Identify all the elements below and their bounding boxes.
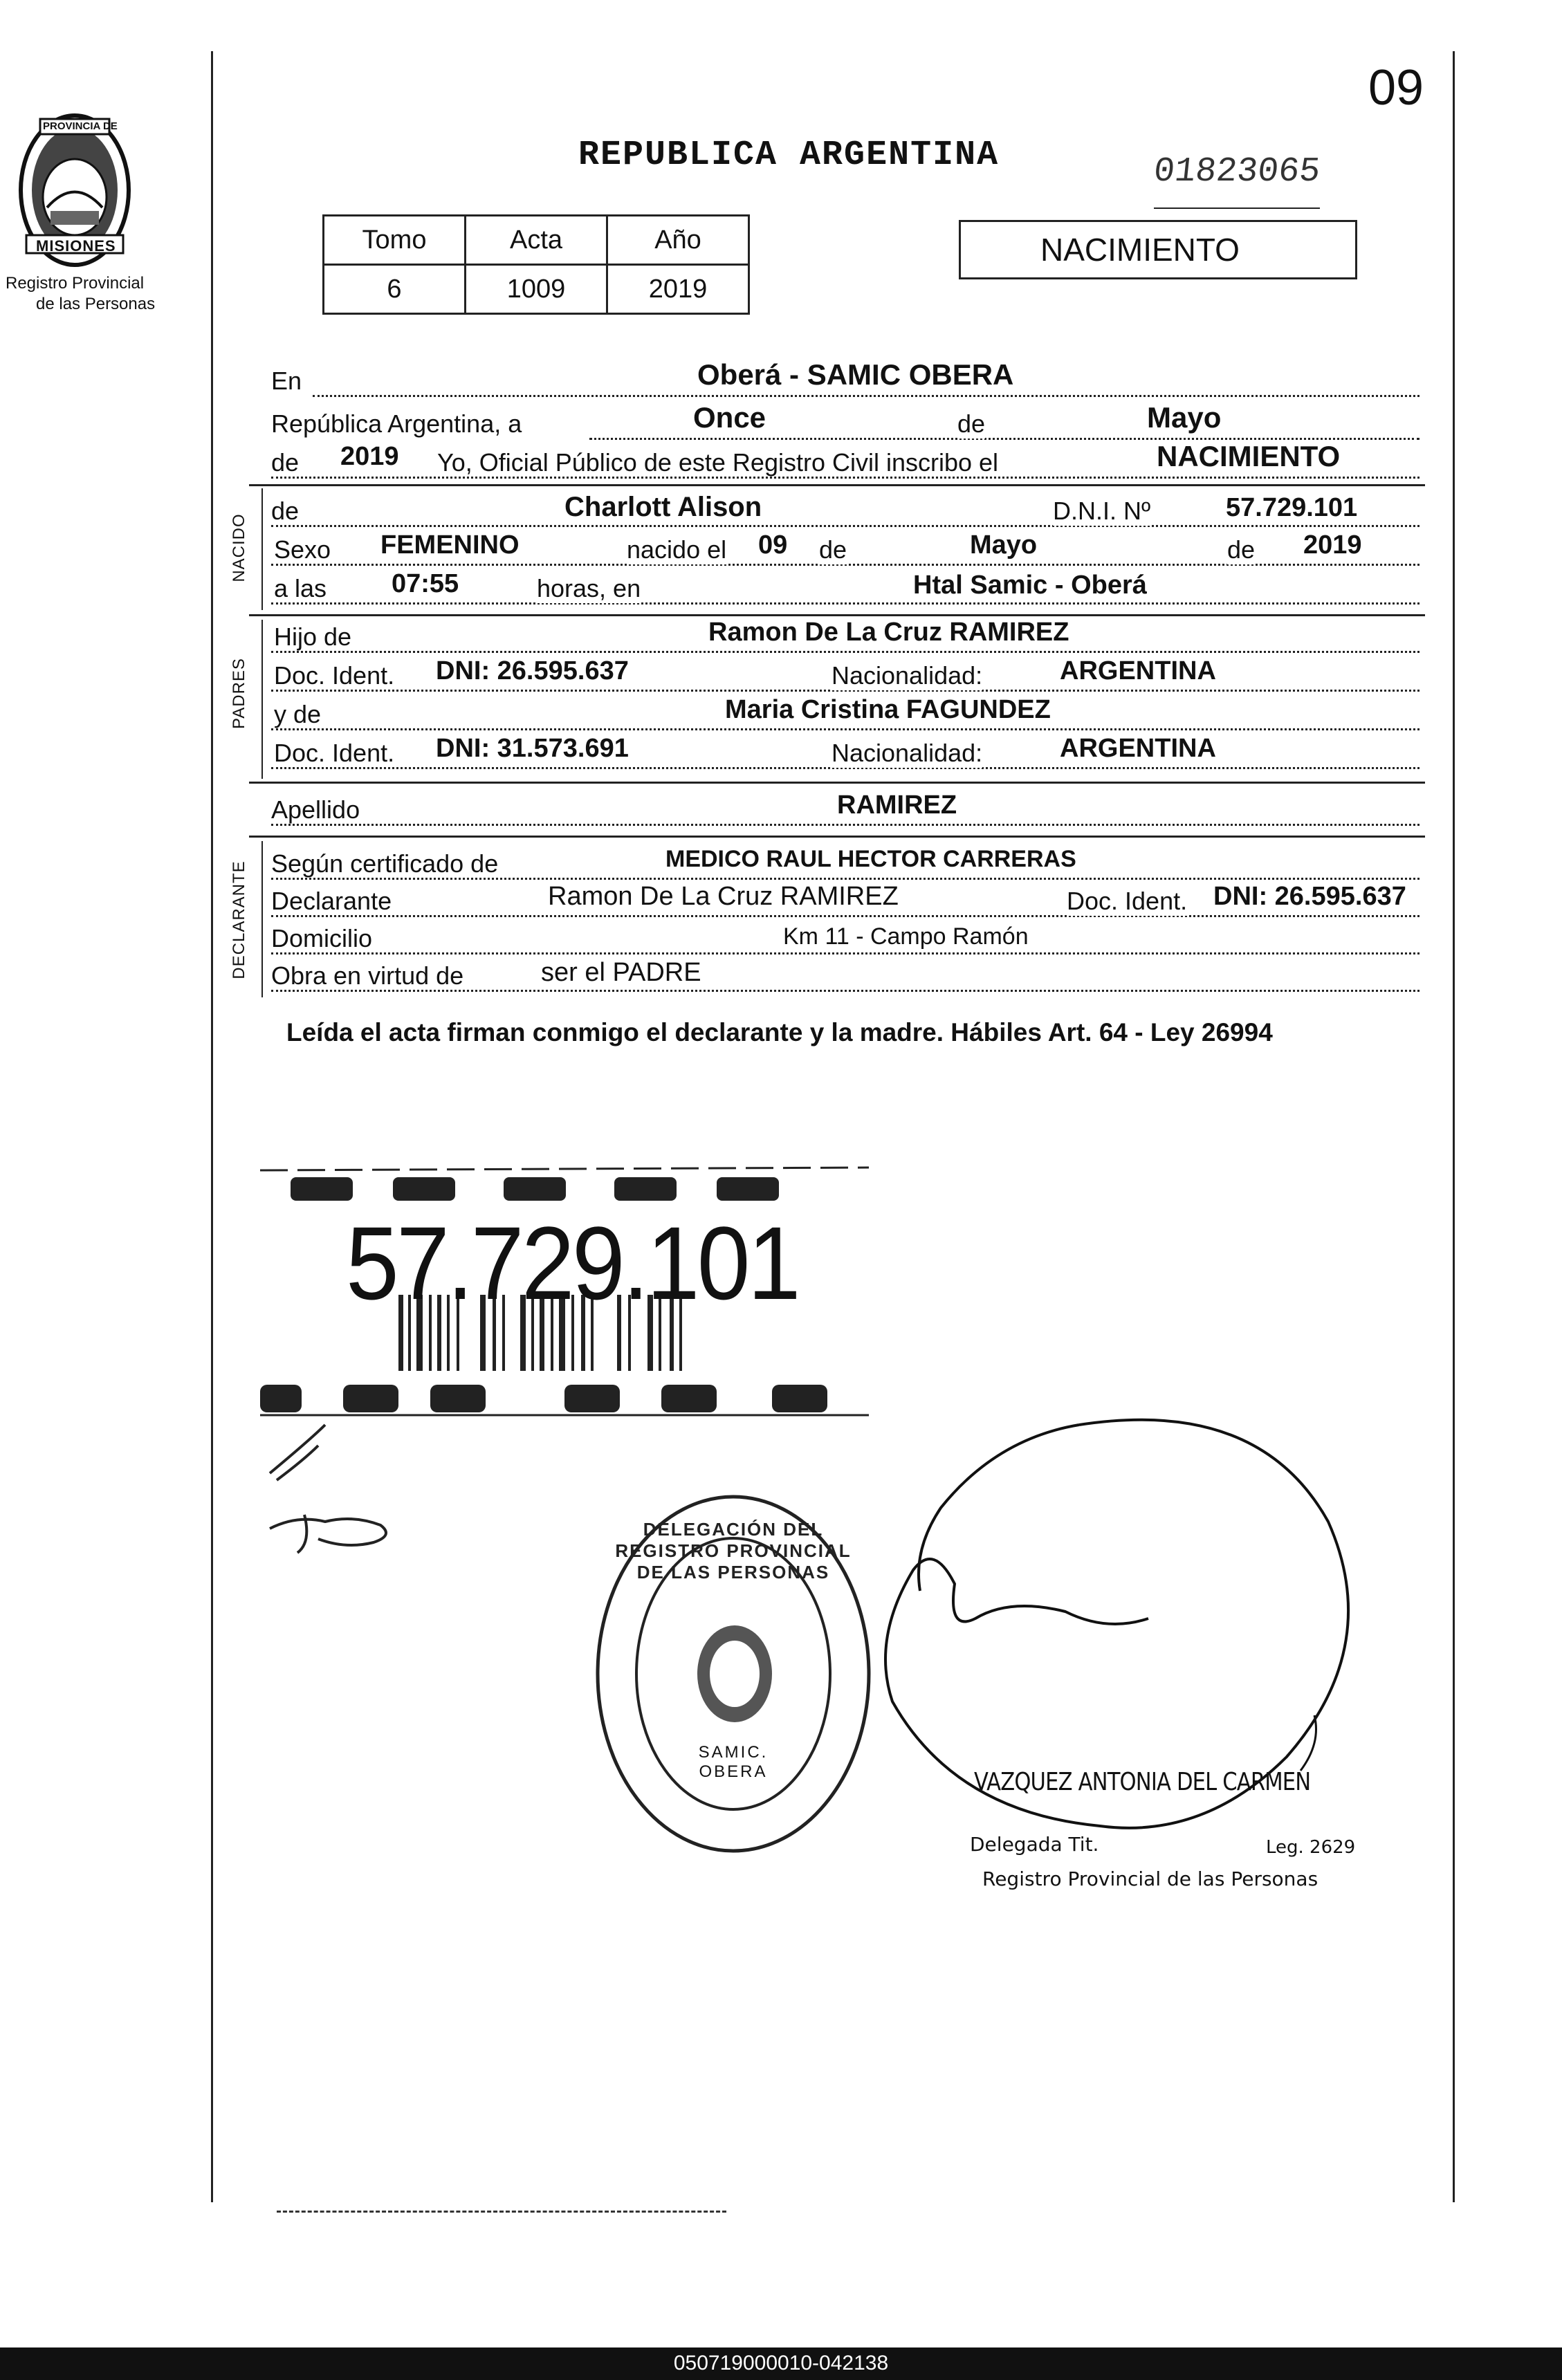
label-a-las: a las [274,574,327,602]
value-day-word: Once [693,401,766,434]
field-mother-doc [271,734,1419,769]
section-side-line-3 [261,841,263,997]
statement-text: Yo, Oficial Público de este Registro Civil inscribo el [437,448,999,477]
serial-number: 01823065 [1152,152,1323,192]
label-domicilio: Domicilio [271,924,373,952]
closing-text: Leída el acta firman conmigo el declarante y la madre. Hábiles Art. 64 - Ley 26994 [286,1018,1273,1046]
stamp-inner-text: SAMIC. OBERA [698,1743,769,1781]
value-year: 2019 [340,442,399,471]
official-legajo: Leg. 2629 [1266,1837,1356,1858]
label-apellido: Apellido [271,795,360,824]
label-republica: República Argentina, a [271,409,522,438]
label-de-3: de [1227,535,1256,564]
logo-seal-top: PROVINCIA DE [43,120,118,132]
value-father: Ramon De La Cruz RAMIREZ [708,618,1069,647]
field-nacido-sex [271,531,1419,566]
value-child-name: Charlott Alison [564,492,762,522]
section-side-line-2 [261,620,263,779]
value-mother: Maria Cristina FAGUNDEZ [725,695,1051,724]
field-year [271,440,1419,479]
table-header-ano: Año [607,216,749,265]
value-event: NACIMIENTO [1157,440,1341,472]
section-rule-4 [249,836,1425,838]
field-apellido [271,791,1419,826]
table-value-ano: 2019 [607,265,749,314]
label-dni: D.N.I. Nº [1053,497,1151,525]
value-mother-doc: DNI: 31.573.691 [436,734,629,763]
field-date [271,401,1419,440]
label-hijo-de: Hijo de [274,622,352,651]
table-header-acta: Acta [466,216,607,265]
field-father [271,618,1419,653]
table-value-acta: 1009 [466,265,607,314]
section-label-padres: PADRES [230,658,248,729]
label-year-de: de [271,448,300,477]
table-header-tomo: Tomo [324,216,466,265]
section-label-nacido: NACIDO [230,513,248,582]
value-declarante: Ramon De La Cruz RAMIREZ [548,882,899,911]
label-certificado: Según certificado de [271,849,499,878]
logo-seal-bottom: MISIONES [36,237,116,255]
dni-sticker-number: 57.729.101 [346,1205,798,1321]
label-doc-ident-father: Doc. Ident. [274,661,395,690]
label-de-month: de [957,409,986,438]
label-nacionalidad-mother: Nacionalidad: [831,739,983,767]
section-rule-1 [249,484,1425,486]
section-label-declarante: DECLARANTE [230,860,248,979]
value-month: Mayo [1147,401,1222,434]
section-rule-3 [249,782,1425,784]
value-birth-month: Mayo [970,531,1038,560]
bottom-dashed-line [277,2211,726,2213]
label-y-de: y de [274,700,322,728]
section-rule-2 [249,614,1425,616]
label-horas-en: horas, en [537,574,641,602]
value-father-nat: ARGENTINA [1060,656,1216,685]
value-apellido: RAMIREZ [837,791,957,820]
serial-underline [1154,207,1320,209]
value-father-doc: DNI: 26.595.637 [436,656,629,685]
field-father-doc [271,656,1419,692]
value-place: Oberá - SAMIC OBERA [697,358,1014,391]
field-declarante [271,882,1419,917]
label-de-name: de [271,497,300,525]
value-birth-place: Htal Samic - Oberá [913,571,1147,600]
label-declarante: Declarante [271,887,392,915]
value-time: 07:55 [392,569,459,598]
field-en [271,358,1419,397]
field-nacido-time [271,569,1419,605]
value-declarante-doc: DNI: 26.595.637 [1213,882,1406,911]
field-domicilio [271,924,1419,954]
value-domicilio: Km 11 - Campo Ramón [783,923,1029,950]
label-doc-ident-mother: Doc. Ident. [274,739,395,767]
field-obra [271,958,1419,992]
label-doc-ident-decl: Doc. Ident. [1067,887,1188,915]
page-number: 09 [1368,60,1424,116]
label-nacido-el: nacido el [627,535,727,564]
declarant-signature [256,1411,408,1563]
label-en: En [271,367,302,395]
label-sexo: Sexo [274,535,331,564]
logo-org-line2: de las Personas [36,295,156,313]
record-type: NACIMIENTO [1040,232,1240,268]
official-name: VAZQUEZ ANTONIA DEL CARMEN [974,1768,1311,1796]
value-child-dni: 57.729.101 [1226,493,1358,522]
section-side-line-1 [261,488,263,610]
value-birth-day: 09 [758,531,788,560]
value-birth-year: 2019 [1303,531,1362,560]
footer-code: 050719000010-042138 [673,2352,889,2374]
field-nacido-name [271,492,1419,527]
left-border-line [211,51,213,2202]
official-org: Registro Provincial de las Personas [982,1867,1318,1890]
register-table [322,214,750,315]
label-obra: Obra en virtud de [271,961,464,990]
country-title: REPUBLICA ARGENTINA [578,136,1000,175]
field-certificado [271,846,1419,880]
value-sexo: FEMENINO [380,531,520,560]
table-value-tomo: 6 [324,265,466,314]
right-border-line [1453,51,1455,2202]
label-nacionalidad-father: Nacionalidad: [831,661,983,690]
official-position: Delegada Tit. [970,1833,1099,1856]
value-obra: ser el PADRE [541,958,701,987]
field-mother [271,695,1419,730]
label-de-2: de [819,535,847,564]
stamp-ring-text: DELEGACIÓN DEL REGISTRO PROVINCIAL DE LAS PERSONAS [615,1519,852,1583]
value-mother-nat: ARGENTINA [1060,734,1216,763]
logo-org-line1: Registro Provincial [6,274,145,293]
value-certificado: MEDICO RAUL HECTOR CARRERAS [665,846,1076,872]
